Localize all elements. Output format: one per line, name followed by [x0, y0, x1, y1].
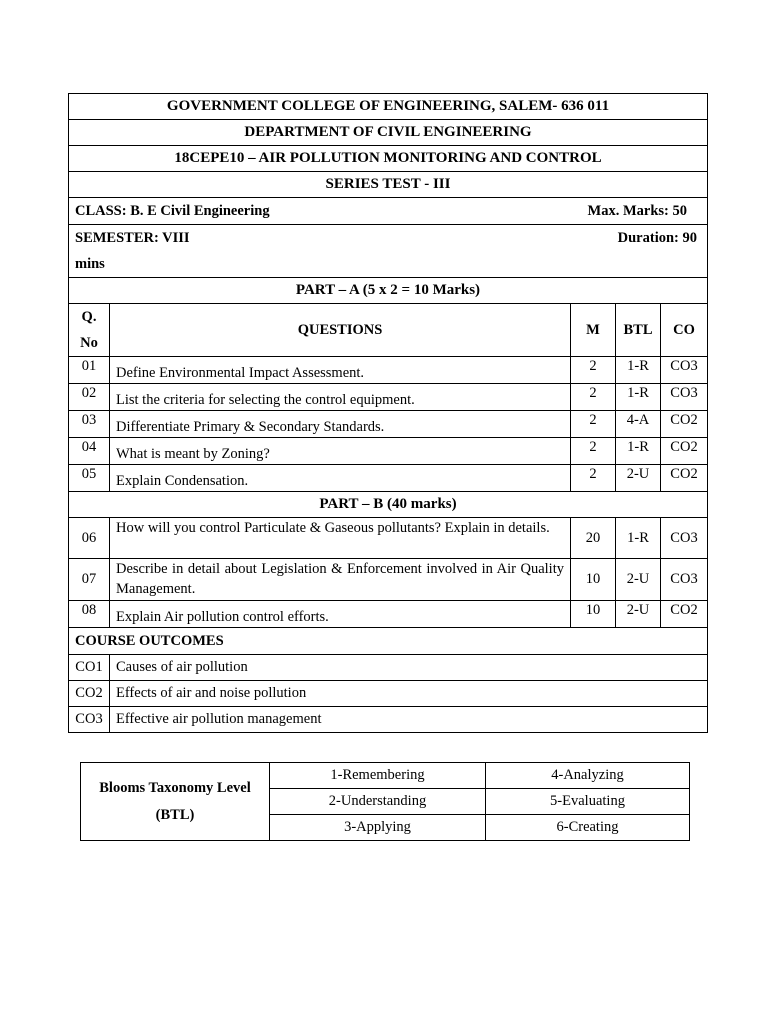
question-marks: 10 [571, 559, 616, 601]
co-code: CO3 [69, 707, 110, 733]
duration: Duration: 90 [617, 230, 697, 246]
co-description: Effects of air and noise pollution [110, 681, 708, 707]
course-outcome-row [69, 707, 708, 733]
max-marks: Max. Marks: 50 [587, 202, 687, 219]
btl-header: BTL [616, 304, 661, 357]
question-row [69, 601, 708, 628]
question-text: Explain Condensation. [110, 465, 571, 492]
question-number: 08 [69, 601, 110, 628]
question-row [69, 357, 708, 384]
question-text: How will you control Particulate & Gaseous pollutants? Explain in details. [110, 518, 571, 559]
department-name: DEPARTMENT OF CIVIL ENGINEERING [69, 120, 708, 146]
question-row [69, 465, 708, 492]
course-title: 18CEPE10 – AIR POLLUTION MONITORING AND CONTROL [69, 146, 708, 172]
btl-level: 3-Applying [270, 815, 486, 841]
question-text: Define Environmental Impact Assessment. [110, 357, 571, 384]
question-text: What is meant by Zoning? [110, 438, 571, 465]
question-text: Describe in detail about Legislation & Enforcement involved in Air Quality Management. [110, 559, 571, 601]
question-number: 03 [69, 411, 110, 438]
question-row [69, 411, 708, 438]
question-marks: 2 [571, 438, 616, 465]
question-btl: 4-A [616, 411, 661, 438]
btl-level: 1-Remembering [270, 763, 486, 789]
question-btl: 2-U [616, 465, 661, 492]
question-co: CO3 [661, 357, 708, 384]
course-outcomes-title: COURSE OUTCOMES [69, 628, 708, 655]
btl-level: 5-Evaluating [486, 789, 690, 815]
question-row [69, 518, 708, 559]
test-title: SERIES TEST - III [69, 172, 708, 198]
question-btl: 1-R [616, 384, 661, 411]
part-a-title: PART – A (5 x 2 = 10 Marks) [69, 278, 708, 304]
question-co: CO2 [661, 411, 708, 438]
question-marks: 2 [571, 384, 616, 411]
part-b-title: PART – B (40 marks) [69, 492, 708, 518]
question-number: 07 [69, 559, 110, 601]
question-co: CO2 [661, 438, 708, 465]
btl-level: 4-Analyzing [486, 763, 690, 789]
college-name: GOVERNMENT COLLEGE OF ENGINEERING, SALEM- 636 011 [69, 94, 708, 120]
btl-legend-label: Blooms Taxonomy Level (BTL) [81, 763, 270, 841]
question-text: Differentiate Primary & Secondary Standards. [110, 411, 571, 438]
class-label: CLASS: B. E Civil Engineering [75, 202, 270, 219]
question-number: 06 [69, 518, 110, 559]
question-text: List the criteria for selecting the control equipment. [110, 384, 571, 411]
question-marks: 20 [571, 518, 616, 559]
btl-legend-table [80, 762, 690, 841]
questions-header: QUESTIONS [110, 304, 571, 357]
question-co: CO3 [661, 384, 708, 411]
question-number: 02 [69, 384, 110, 411]
question-number: 04 [69, 438, 110, 465]
question-row [69, 384, 708, 411]
question-btl: 1-R [616, 357, 661, 384]
marks-header: M [571, 304, 616, 357]
question-number: 01 [69, 357, 110, 384]
duration-unit: mins [75, 256, 105, 272]
question-row [69, 438, 708, 465]
question-co: CO3 [661, 559, 708, 601]
question-text: Explain Air pollution control efforts. [110, 601, 571, 628]
question-row [69, 559, 708, 601]
question-paper-table [68, 93, 708, 733]
co-code: CO2 [69, 681, 110, 707]
semester-label: SEMESTER: VIII [75, 230, 190, 246]
question-co: CO2 [661, 465, 708, 492]
question-btl: 2-U [616, 601, 661, 628]
co-header: CO [661, 304, 708, 357]
question-marks: 2 [571, 465, 616, 492]
question-co: CO3 [661, 518, 708, 559]
co-description: Effective air pollution management [110, 707, 708, 733]
question-number: 05 [69, 465, 110, 492]
semester-info-row [69, 225, 708, 278]
btl-level: 6-Creating [486, 815, 690, 841]
question-marks: 2 [571, 411, 616, 438]
question-co: CO2 [661, 601, 708, 628]
class-info-row [69, 198, 708, 225]
qno-header: Q. No [69, 304, 110, 357]
question-btl: 2-U [616, 559, 661, 601]
course-outcome-row [69, 681, 708, 707]
co-description: Causes of air pollution [110, 655, 708, 681]
question-btl: 1-R [616, 518, 661, 559]
question-marks: 2 [571, 357, 616, 384]
question-btl: 1-R [616, 438, 661, 465]
question-marks: 10 [571, 601, 616, 628]
btl-level: 2-Understanding [270, 789, 486, 815]
co-code: CO1 [69, 655, 110, 681]
course-outcome-row [69, 655, 708, 681]
